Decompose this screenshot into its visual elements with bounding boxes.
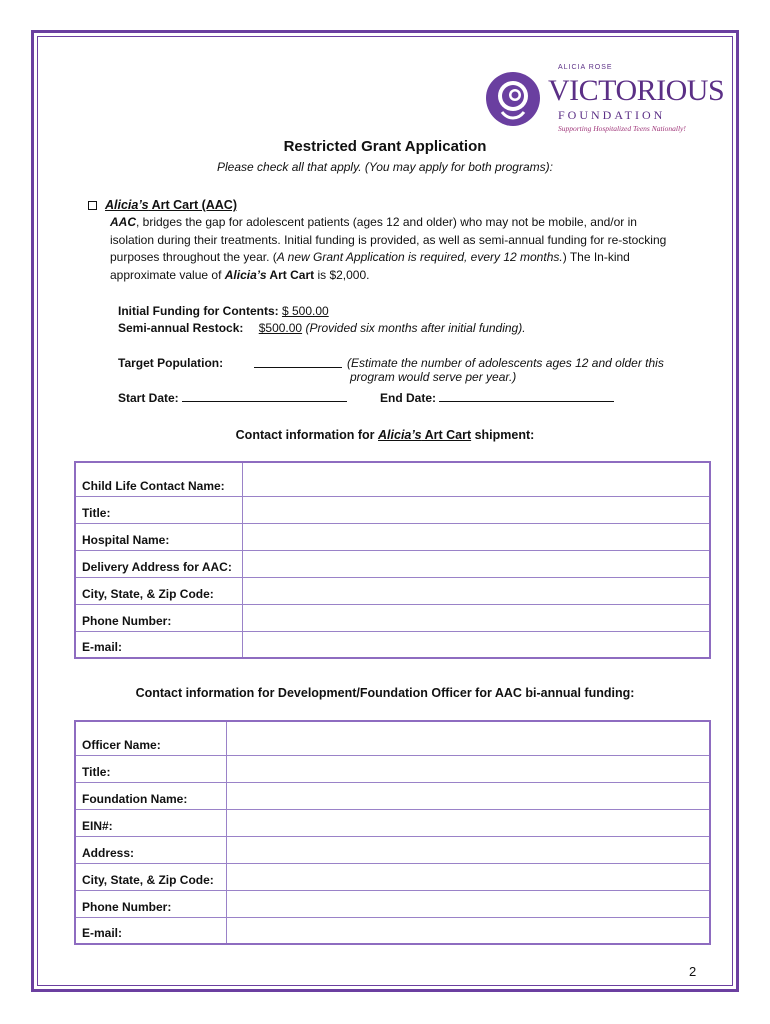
- officer-field-input[interactable]: [226, 755, 710, 782]
- shipment-contact-table: [74, 461, 711, 659]
- shipment-field-input[interactable]: [242, 604, 710, 631]
- start-date-blank: [182, 390, 347, 402]
- page-subtitle: Please check all that apply. (You may apply for both programs):: [217, 160, 553, 174]
- table-row: [75, 496, 710, 523]
- officer-field-label: City, State, & Zip Code:: [75, 863, 226, 890]
- officer-field-label: EIN#:: [75, 809, 226, 836]
- officer-field-input[interactable]: [226, 836, 710, 863]
- shipment-field-label: Hospital Name:: [75, 523, 242, 550]
- initial-funding-value: $ 500.00: [281, 304, 329, 318]
- table-row: [75, 755, 710, 782]
- table-row: [75, 604, 710, 631]
- table-row: [75, 577, 710, 604]
- officer-field-input[interactable]: [226, 917, 710, 944]
- target-population-note: (Estimate the number of adolescents ages 12 and older this program would serve per year.): [347, 356, 664, 384]
- rose-logo-icon: [482, 68, 544, 130]
- officer-field-label: Foundation Name:: [75, 782, 226, 809]
- logo-small-text: ALICIA ROSE: [558, 64, 613, 71]
- table-row: [75, 917, 710, 944]
- initial-funding: Initial Funding for Contents: $ 500.00: [118, 304, 329, 318]
- officer-field-label: Title:: [75, 755, 226, 782]
- shipment-field-label: Delivery Address for AAC:: [75, 550, 242, 577]
- table-row: [75, 631, 710, 658]
- table-row: [75, 550, 710, 577]
- logo-name: VICTORIOUS: [548, 74, 725, 107]
- foundation-logo: [482, 62, 725, 140]
- shipment-field-input[interactable]: [242, 577, 710, 604]
- officer-field-label: Officer Name:: [75, 721, 226, 755]
- end-date-blank: [439, 390, 614, 402]
- shipment-field-input[interactable]: [242, 496, 710, 523]
- logo-tagline: Supporting Hospitalized Teens Nationally!: [558, 124, 686, 133]
- officer-section-heading: Contact information for Development/Foundation Officer for AAC bi-annual funding:: [135, 686, 635, 700]
- target-population-blank: [254, 356, 342, 368]
- target-population-label: Target Population:: [118, 356, 224, 370]
- shipment-field-input[interactable]: [242, 550, 710, 577]
- shipment-section-heading: Contact information for Alicia’s Art Cart shipment:: [235, 428, 535, 442]
- shipment-field-label: Child Life Contact Name:: [75, 462, 242, 496]
- officer-field-input[interactable]: [226, 721, 710, 755]
- semi-annual-value: $500.00: [258, 321, 303, 335]
- shipment-field-label: Title:: [75, 496, 242, 523]
- table-row: [75, 890, 710, 917]
- semi-annual-note: (Provided six months after initial funding).: [305, 321, 526, 335]
- shipment-field-label: City, State, & Zip Code:: [75, 577, 242, 604]
- table-row: [75, 523, 710, 550]
- officer-field-input[interactable]: [226, 863, 710, 890]
- program-name: Alicia’s Art Cart (AAC): [105, 198, 237, 212]
- program-option[interactable]: [88, 198, 237, 212]
- officer-field-label: Phone Number:: [75, 890, 226, 917]
- shipment-field-label: E-mail:: [75, 631, 242, 658]
- table-row: [75, 721, 710, 755]
- officer-field-input[interactable]: [226, 782, 710, 809]
- shipment-field-label: Phone Number:: [75, 604, 242, 631]
- officer-field-label: Address:: [75, 836, 226, 863]
- officer-field-input[interactable]: [226, 890, 710, 917]
- shipment-field-input[interactable]: [242, 462, 710, 496]
- shipment-field-input[interactable]: [242, 523, 710, 550]
- table-row: [75, 863, 710, 890]
- table-row: [75, 782, 710, 809]
- table-row: [75, 809, 710, 836]
- program-description: AAC, bridges the gap for adolescent patients (ages 12 and older) who may not be mobile, and/or in isolation during their treatments. Initial funding is provided, as well as semi-annual funding for re-stocking purposes throughout the year. (A new Grant Application is required, every 12 months.) The In-kind approximate value of Alicia’s Art Cart is $2,000.: [110, 215, 667, 282]
- shipment-field-input[interactable]: [242, 631, 710, 658]
- start-date[interactable]: Start Date:: [118, 390, 347, 405]
- officer-field-label: E-mail:: [75, 917, 226, 944]
- target-population-field[interactable]: [254, 356, 342, 371]
- officer-field-input[interactable]: [226, 809, 710, 836]
- table-row: [75, 836, 710, 863]
- page-number: 2: [689, 964, 697, 979]
- officer-contact-table: [74, 720, 711, 945]
- semi-annual-restock: Semi-annual Restock: $500.00 (Provided six months after initial funding).: [118, 321, 526, 335]
- end-date[interactable]: End Date:: [380, 390, 614, 405]
- logo-foundation: FOUNDATION: [558, 108, 666, 122]
- page-title: Restricted Grant Application: [283, 138, 487, 155]
- table-row: [75, 462, 710, 496]
- program-checkbox[interactable]: [88, 201, 97, 210]
